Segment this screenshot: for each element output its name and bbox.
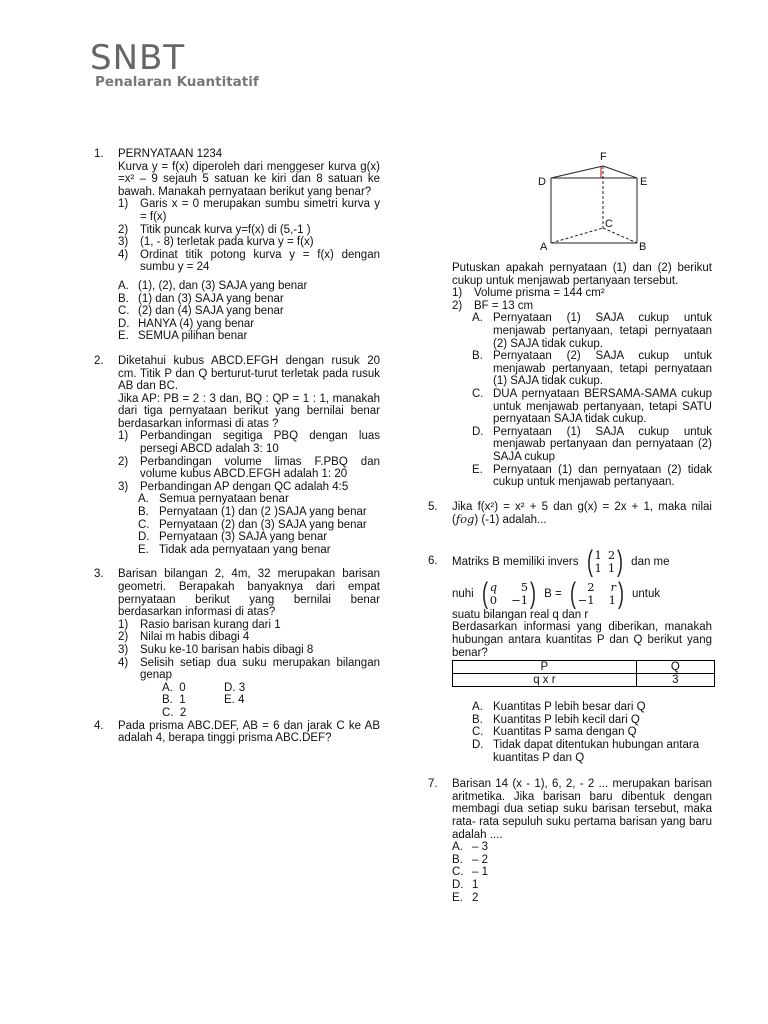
answer-option[interactable]: B. 1 bbox=[162, 694, 186, 707]
answer-option[interactable]: B. – 2 bbox=[452, 853, 488, 866]
edge-fe bbox=[603, 166, 637, 178]
answer-option[interactable]: B. Pernyataan (1) dan (2 )SAJA yang benar bbox=[138, 506, 367, 519]
statement-item: 1) Garis x = 0 merupakan sumbu simetri kurva y = f(x) bbox=[118, 198, 380, 223]
statement-item: 3) (1, - 8) terletak pada kurva y = f(x) bbox=[118, 236, 314, 249]
table-cell-q: 3 bbox=[636, 674, 714, 687]
edge-cb bbox=[603, 228, 637, 243]
answer-option[interactable]: C. 2 bbox=[162, 706, 187, 719]
answer-option[interactable]: D. 3 bbox=[224, 681, 246, 694]
answer-option[interactable]: A. (1), (2), dan (3) SAJA yang benar bbox=[118, 279, 308, 292]
statement-item: 2) Nilai m habis dibagi 4 bbox=[118, 631, 250, 644]
label-f: F bbox=[600, 151, 607, 163]
statement-item: 2) Titik puncak kurva y=f(x) di (5,-1 ) bbox=[118, 223, 311, 236]
question-number: 5. bbox=[428, 500, 438, 513]
answer-option[interactable]: A. – 3 bbox=[452, 841, 488, 854]
answer-option[interactable]: E. 4 bbox=[224, 694, 245, 707]
table-cell-p: q x r bbox=[453, 674, 637, 687]
answer-option[interactable]: C. Kuantitas P sama dengan Q bbox=[472, 726, 637, 739]
answer-option[interactable]: A. 0 bbox=[162, 681, 186, 694]
statement-item: 2) Perbandingan volume limas F.PBQ dan volume kubus ABCD.EFGH adalah 1: 20 bbox=[118, 455, 380, 481]
statement-item: 4) Ordinat titik potong kurva y = f(x) dengan sumbu y = 24 bbox=[118, 248, 380, 274]
label-a: A bbox=[540, 241, 548, 253]
answer-option[interactable]: D. HANYA (4) yang benar bbox=[118, 317, 255, 330]
question-number: 3. bbox=[94, 568, 104, 581]
answer-option[interactable]: B. (1) dan (3) SAJA yang benar bbox=[118, 292, 284, 305]
answer-option[interactable]: B. Pernyataan (2) SAJA cukup untuk menjawab pertanyaan, tetapi pernyataan (1) SAJA tidak cukup. bbox=[472, 350, 712, 388]
question-3 bbox=[94, 568, 380, 719]
answer-option[interactable]: A. Kuantitas P lebih besar dari Q bbox=[472, 701, 646, 714]
question-4-continued bbox=[452, 262, 712, 489]
answer-option[interactable]: D. Pernyataan (1) SAJA cukup untuk menjawab pertanyaan dan pernyataan (2) SAJA cukup bbox=[472, 425, 712, 463]
fog-notation: fog bbox=[455, 512, 475, 527]
question-number: 4. bbox=[94, 719, 104, 732]
answer-option[interactable]: A. Semua pernyataan benar bbox=[138, 493, 289, 506]
question-number: 7. bbox=[428, 778, 438, 791]
edge-df bbox=[551, 166, 603, 178]
question-5 bbox=[428, 500, 712, 527]
answer-option[interactable]: D. Tidak dapat ditentukan hubungan antara kuantitas P dan Q bbox=[472, 739, 700, 764]
answer-option[interactable]: E. SEMUA pilihan benar bbox=[118, 330, 248, 343]
question-number: 2. bbox=[94, 354, 104, 367]
statement-item: 1) Perbandingan segitiga PBQ dengan luas persegi ABCD adalah 3: 10 bbox=[118, 430, 380, 456]
question-6 bbox=[428, 544, 712, 764]
inverse-matrix: ( 1 2 1 1 ) bbox=[586, 544, 624, 578]
question-title: PERNYATAAN 1234 bbox=[118, 148, 223, 160]
question-stem: Kurva y = f(x) diperoleh dari menggeser kurva g(x) =x² – 9 sejauh 5 satuan ke kiri dan 8 satuan ke bawah. Manakah pernyataan berikut yang benar? bbox=[118, 160, 380, 198]
statement-item: 1) Volume prisma = 144 cm² bbox=[452, 287, 605, 300]
table-header-q: Q bbox=[636, 661, 714, 674]
answer-option[interactable]: C. (2) dan (4) SAJA yang benar bbox=[118, 305, 284, 318]
question-stem: Barisan bilangan 2, 4m, 32 merupakan barisan geometri. Berapakah banyaknya dari empat pernyataan berikut yang bernilai benar berdasarkan informasi di atas? bbox=[118, 568, 380, 619]
question-stem: Diketahui kubus ABCD.EFGH dengan rusuk 20 cm. Titik P dan Q berturut-turut terletak pada rusuk AB dan BC. bbox=[118, 354, 380, 393]
answer-option[interactable]: E. 2 bbox=[452, 891, 479, 904]
answer-option[interactable]: D. 1 bbox=[452, 878, 479, 891]
question-stem-2: Putuskan apakah pernyataan (1) dan (2) berikut cukup untuk menjawab pertanyaan tersebut. bbox=[452, 262, 712, 287]
label-e: E bbox=[640, 176, 648, 188]
answer-option[interactable]: B. Kuantitas P lebih kecil dari Q bbox=[472, 713, 640, 726]
matrix-q: ( q 5 0 −1 ) bbox=[481, 576, 537, 610]
answer-option[interactable]: D. Pernyataan (3) SAJA yang benar bbox=[138, 531, 328, 544]
question-stem: suatu bilangan real q dan r bbox=[452, 608, 589, 621]
answer-option[interactable]: E. Tidak ada pernyataan yang benar bbox=[138, 543, 331, 556]
matrix-r: ( 2 r −1 1 ) bbox=[569, 576, 624, 610]
right-column bbox=[428, 262, 712, 904]
label-b: B bbox=[639, 241, 647, 253]
question-stem: Pada prisma ABC.DEF, AB = 6 dan jarak C ke AB adalah 4, berapa tinggi prisma ABC.DEF? bbox=[118, 719, 380, 745]
statement-item: 3) Suku ke-10 barisan habis dibagi 8 bbox=[118, 643, 314, 656]
question-7 bbox=[428, 778, 712, 904]
brand-title: SNBT bbox=[90, 38, 186, 78]
statement-item: 2) BF = 13 cm bbox=[452, 299, 534, 312]
matrix-line-1: Matriks B memiliki invers ( 1 2 1 1 ) dan me bbox=[452, 544, 670, 578]
answer-option[interactable]: C. – 1 bbox=[452, 866, 488, 879]
edge-ac bbox=[551, 228, 603, 243]
left-column bbox=[94, 148, 380, 745]
answer-option[interactable]: C. DUA pernyataan BERSAMA-SAMA cukup untuk menjawab pertanyaan, tetapi SATU pernyataan SAJA tidak cukup. bbox=[472, 387, 712, 426]
statement-item: 3) Perbandingan AP dengan QC adalah 4:5 bbox=[118, 480, 349, 493]
quantity-table bbox=[452, 660, 715, 687]
question-stem: Jika f(x²) = x² + 5 dan g(x) = 2x + 1, maka nilai (fog) (-1) adalah... bbox=[452, 500, 712, 527]
table-header-p: P bbox=[453, 661, 637, 674]
question-2 bbox=[94, 354, 380, 557]
answer-options-grid bbox=[118, 682, 380, 720]
answer-option[interactable]: C. Pernyataan (2) dan (3) SAJA yang benar bbox=[138, 518, 367, 531]
question-number: 1. bbox=[94, 148, 104, 160]
question-1 bbox=[94, 148, 380, 343]
question-number: 6. bbox=[428, 554, 438, 567]
statement-item: 1) Rasio barisan kurang dari 1 bbox=[118, 618, 281, 631]
statement-item: 4) Selisih setiap dua suku merupakan bilangan genap bbox=[118, 656, 380, 682]
matrix-line-2: nuhi ( q 5 0 −1 ) B = ( 2 r −1 1 ) untuk bbox=[452, 576, 661, 610]
question-4 bbox=[94, 719, 380, 745]
question-stem: Barisan 14 (x - 1), 6, 2, - 2 ... merupakan barisan aritmetika. Jika barisan baru dibentuk dengan membagi dua setiap suku barisan tersebut, maka rata- rata sepuluh suku pertama barisan yang baru adalah .... bbox=[452, 778, 712, 841]
label-c: C bbox=[605, 218, 613, 230]
question-stem-2: Berdasarkan informasi yang diberikan, manakah hubungan antara kuantitas P dan Q berikut yang benar? bbox=[452, 621, 712, 659]
brand-subtitle: Penalaran Kuantitatif bbox=[95, 74, 259, 90]
answer-option[interactable]: E. Pernyataan (1) dan pernyataan (2) tidak cukup untuk menjawab pertanyaan. bbox=[472, 463, 712, 489]
prism-figure bbox=[535, 148, 650, 253]
answer-option[interactable]: A. Pernyataan (1) SAJA cukup untuk menjawab pertanyaan, tetapi pernyataan (2) SAJA tidak cukup. bbox=[472, 312, 712, 350]
question-stem-2: Jika AP: PB = 2 : 3 dan, BQ : QP = 1 : 1, manakah dari tiga pernyataan berikut yang bernilai benar berdasarkan informasi di atas ? bbox=[118, 392, 380, 430]
label-d: D bbox=[538, 176, 546, 188]
